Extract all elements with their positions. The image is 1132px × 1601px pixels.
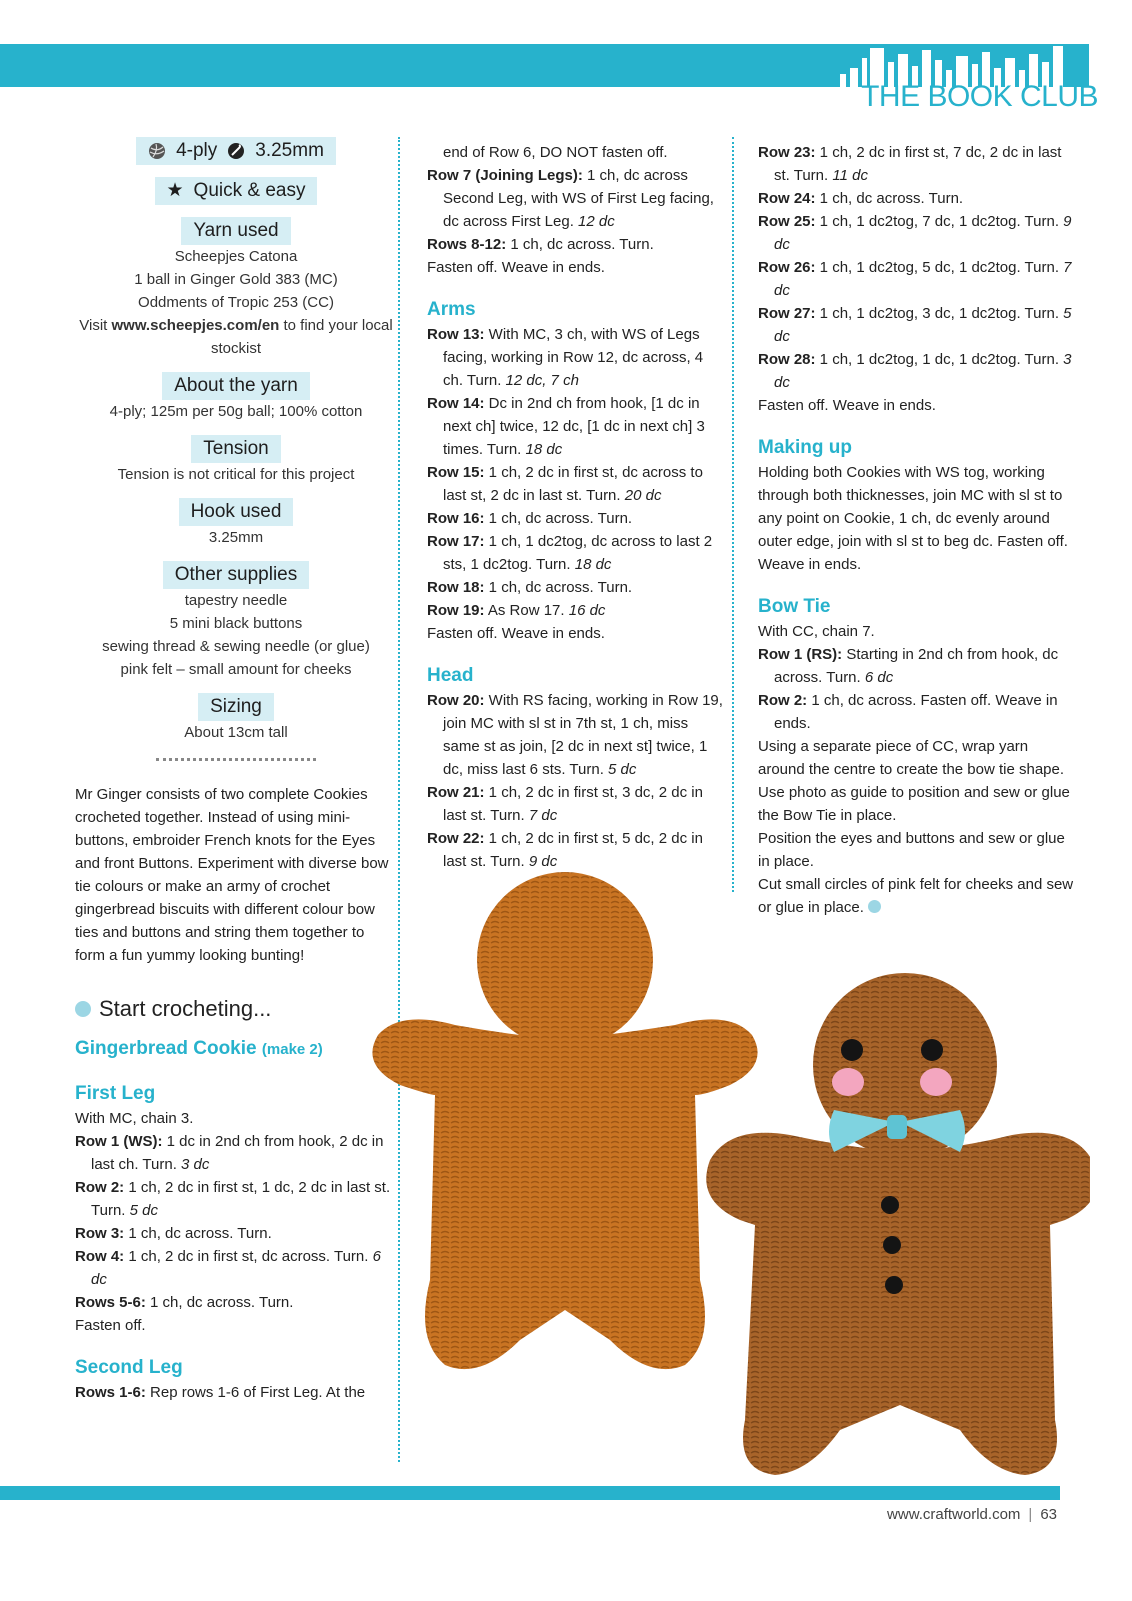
first-leg-heading: First Leg: [75, 1083, 156, 1104]
fasten-note: Fasten off. Weave in ends.: [427, 259, 605, 276]
bow-tie-intro: With CC, chain 7.: [758, 623, 875, 640]
tension-heading: Tension: [191, 435, 281, 463]
section-title: THE BOOK CLUB: [861, 80, 1098, 113]
second-leg-heading: Second Leg: [75, 1357, 183, 1378]
spec-tag: [136, 137, 336, 165]
orange-cookie: [372, 872, 757, 1369]
scheepjes-link[interactable]: www.scheepjes.com/en: [111, 317, 280, 334]
cookie-heading: Gingerbread Cookie (make 2): [75, 1038, 323, 1059]
star-icon: ★: [166, 180, 184, 201]
pattern-row: Row 18: 1 ch, dc across. Turn.: [427, 579, 633, 596]
pattern-row: Row 22: 1 ch, 2 dc in first st, 5 dc, 2 dc in last st. Turn. 9 dc: [427, 830, 703, 870]
pattern-row: Row 27: 1 ch, 1 dc2tog, 3 dc, 1 dc2tog. Turn. 5 dc: [758, 305, 1072, 345]
section-logo: [838, 40, 1098, 120]
difficulty-tag: [155, 177, 318, 205]
make-count: (make 2): [261, 1041, 323, 1058]
footer-url[interactable]: www.craftworld.com: [887, 1506, 1021, 1523]
pattern-row: Row 24: 1 ch, dc across. Turn.: [758, 190, 964, 207]
supply-item: tapestry needle: [184, 592, 288, 609]
fasten-note: Fasten off. Weave in ends.: [427, 625, 605, 642]
difficulty-label: Quick & easy: [193, 180, 306, 201]
supply-item: pink felt – small amount for cheeks: [120, 661, 352, 678]
pattern-row: Row 2: 1 ch, 2 dc in first st, 1 dc, 2 dc in last st. Turn. 5 dc: [75, 1179, 391, 1219]
pattern-row: Row 4: 1 ch, 2 dc in first st, dc across. Turn. 6 dc: [75, 1248, 381, 1288]
pattern-row: Rows 8-12: 1 ch, dc across. Turn.: [427, 236, 654, 253]
hook-used-text: 3.25mm: [208, 529, 264, 546]
hook-used-heading: Hook used: [179, 498, 294, 526]
supply-item: sewing thread & sewing needle (or glue): [102, 638, 370, 655]
pattern-column-2: [427, 141, 727, 873]
yarn-mc: 1 ball in Ginger Gold 383 (MC): [134, 271, 338, 288]
making-up-text: Holding both Cookies with WS tog, working through both thicknesses, join MC with sl st to any point on Cookie, 1 ch, dc evenly around outer edge, join with sl st to beg dc. Fasten off. Weave in ends.: [758, 464, 1068, 573]
front-button-icon: [883, 1236, 901, 1254]
supply-item: 5 mini black buttons: [169, 615, 303, 632]
bow-tie-shape-note: Using a separate piece of CC, wrap yarn around the centre to create the bow tie shape. Use photo as guide to position and sew or glue the Bow Tie in place.: [758, 738, 1070, 824]
supplies-list: [75, 589, 397, 681]
divider: [156, 758, 316, 761]
pattern-row: Row 19: As Row 17. 16 dc: [427, 602, 606, 619]
pattern-row: Row 26: 1 ch, 1 dc2tog, 5 dc, 1 dc2tog. Turn. 7 dc: [758, 259, 1072, 299]
eye-button-icon: [841, 1039, 863, 1061]
column-divider: [732, 137, 734, 892]
hook-icon: [227, 142, 245, 160]
sizing-text: About 13cm tall: [184, 724, 288, 741]
about-yarn-text: 4-ply; 125m per 50g ball; 100% cotton: [109, 403, 363, 420]
pattern-column-3: [758, 141, 1078, 919]
page-footer: www.craftworld.com | 63: [887, 1506, 1057, 1523]
bottom-banner: [0, 1486, 1060, 1500]
yarn-cc: Oddments of Tropic 253 (CC): [138, 294, 334, 311]
yarn-weight: 4-ply: [176, 140, 218, 161]
page-number: 63: [1040, 1506, 1057, 1523]
pattern-row: Row 7 (Joining Legs): 1 ch, dc across Second Leg, with WS of First Leg facing, dc across First Leg. 12 dc: [427, 167, 714, 230]
pattern-row: Row 2: 1 ch, dc across. Fasten off. Weave in ends.: [758, 692, 1058, 732]
other-supplies-heading: Other supplies: [163, 561, 310, 589]
fasten-note: Fasten off.: [75, 1317, 146, 1334]
pattern-row: Row 1 (WS): 1 dc in 2nd ch from hook, 2 dc in last ch. Turn. 3 dc: [75, 1133, 384, 1173]
pattern-row: Row 21: 1 ch, 2 dc in first st, 3 dc, 2 dc in last st. Turn. 7 dc: [427, 784, 703, 824]
yarn-used-info: [75, 245, 397, 360]
intro-paragraph: Mr Ginger consists of two complete Cookies crocheted together. Instead of using mini-buttons, embroider French knots for the Eyes and front Buttons. Experiment with diverse bow tie colours or make an army of crochet gingerbread biscuits with different colour bow ties and buttons and string them together to form a fun yummy looking bunting!: [75, 786, 389, 964]
info-column: [75, 137, 397, 1404]
pattern-row: Row 1 (RS): Starting in 2nd ch from hook, dc across. Turn. 6 dc: [758, 646, 1059, 686]
fasten-note: Fasten off. Weave in ends.: [758, 397, 936, 414]
hook-size: 3.25mm: [255, 140, 324, 161]
pattern-row: Row 20: With RS facing, working in Row 19, join MC with sl st in 7th st, 1 ch, miss same st as join, [2 dc in next st] twice, 1 dc, miss last 6 sts. Turn. 5 dc: [427, 692, 723, 778]
pattern-row: Row 25: 1 ch, 1 dc2tog, 7 dc, 1 dc2tog. Turn. 9 dc: [758, 213, 1072, 253]
pattern-row: Row 23: 1 ch, 2 dc in first st, 7 dc, 2 dc in last st. Turn. 11 dc: [758, 144, 1062, 184]
brown-cookie: [706, 973, 1090, 1475]
pattern-row: Row 13: With MC, 3 ch, with WS of Legs facing, working in Row 12, dc across, 4 ch. Turn. 12 dc, 7 ch: [427, 326, 704, 389]
cheeks-note: Cut small circles of pink felt for cheeks and sew or glue in place.: [758, 876, 1074, 916]
yarn-used-heading: Yarn used: [181, 217, 290, 245]
yarn-ball-icon: [148, 142, 166, 160]
pattern-row: Row 28: 1 ch, 1 dc2tog, 1 dc, 1 dc2tog. Turn. 3 dc: [758, 351, 1072, 391]
pattern-row: Rows 5-6: 1 ch, dc across. Turn.: [75, 1294, 294, 1311]
gingerbread-photo: [360, 860, 1090, 1485]
bow-tie-heading: Bow Tie: [758, 596, 831, 617]
start-heading: Start crocheting...: [75, 997, 397, 1020]
pattern-row: Row 14: Dc in 2nd ch from hook, [1 dc in next ch] twice, 12 dc, [1 dc in next ch] 3 times. Turn. 18 dc: [427, 395, 705, 458]
pattern-row: Rows 1-6: Rep rows 1-6 of First Leg. At the: [75, 1384, 366, 1401]
making-up-heading: Making up: [758, 437, 852, 458]
about-yarn-heading: About the yarn: [162, 372, 310, 400]
pattern-row: Row 16: 1 ch, dc across. Turn.: [427, 510, 633, 527]
bullet-dot-icon: [75, 1001, 91, 1017]
front-button-icon: [881, 1196, 899, 1214]
eyes-buttons-note: Position the eyes and buttons and sew or glue in place.: [758, 830, 1065, 870]
arms-heading: Arms: [427, 299, 476, 320]
tension-text: Tension is not critical for this project: [117, 466, 355, 483]
stockist-note: Visit www.scheepjes.com/en to find your local stockist: [79, 317, 393, 357]
yarn-brand: Scheepjes Catona: [174, 248, 298, 265]
pattern-row: Row 3: 1 ch, dc across. Turn.: [75, 1225, 272, 1242]
pattern-row: Row 17: 1 ch, 1 dc2tog, dc across to last 2 sts, 1 dc2tog. Turn. 18 dc: [427, 533, 713, 573]
pattern-row: Row 15: 1 ch, 2 dc in first st, dc across to last st, 2 dc in last st. Turn. 20 dc: [427, 464, 703, 504]
continued-text: end of Row 6, DO NOT fasten off.: [443, 144, 668, 161]
eye-button-icon: [921, 1039, 943, 1061]
first-leg-intro: With MC, chain 3.: [75, 1110, 194, 1127]
cheek-icon: [920, 1068, 952, 1096]
cheek-icon: [832, 1068, 864, 1096]
sizing-heading: Sizing: [198, 693, 274, 721]
front-button-icon: [885, 1276, 903, 1294]
head-heading: Head: [427, 665, 474, 686]
